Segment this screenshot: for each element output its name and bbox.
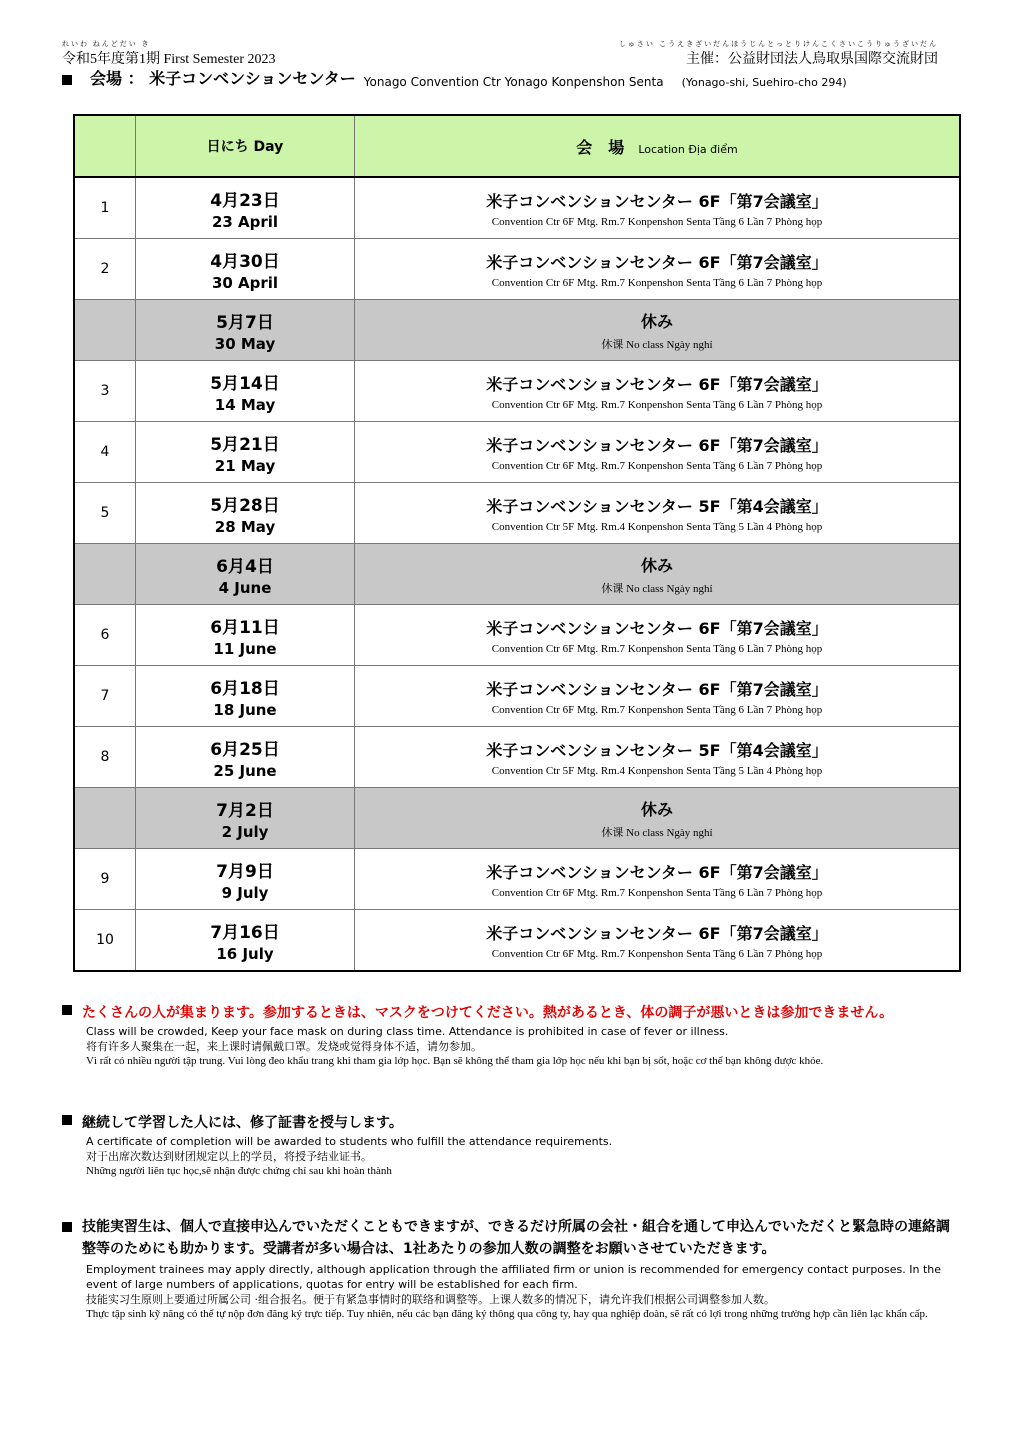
location-jp: 休み [640,799,673,819]
note-mask: たくさんの人が集まります。参加するときは、マスクをつけてください。熱があるとき、体の調子が悪いときは参加できません。 Class will be crowded, Keep your face mask on during class time. Attendance is prohibited in case of fever or illness. 将有许多人聚集在一起，来上课时请佩戴口罩。发烧或觉得身体不适，请勿参加。 Vì rất có nhiều người tập trung. Vui lòng đeo khẩu trang khi tham gia lớp học. Bạn sẽ không thể tham gia lớp học nếu khi bạn bị sốt, hoặc cơ thể bạn không được khỏe. [62,1002,962,1069]
location-cell [355,605,961,666]
location-en: Convention Ctr 6F Mtg. Rm.7 Konpenshon Senta Tầng 6 Lần 7 Phòng họp [491,642,823,655]
date-jp: 7月2日 [216,800,274,821]
location-cell [355,788,961,849]
table-row [74,605,960,666]
location-en: Convention Ctr 6F Mtg. Rm.7 Konpenshon Senta Tầng 6 Lần 7 Phòng họp [491,398,823,411]
note-mask-en: Class will be crowded, Keep your face mask on during class time. Attendance is prohibited in case of fever or illness. [86,1025,729,1038]
date-jp: 6月11日 [210,617,280,638]
date-cell [136,727,355,788]
row-number: 2 [74,239,136,300]
date-en: 4 June [218,578,272,597]
date-en: 9 July [221,883,269,902]
date-cell [136,422,355,483]
table-row [74,727,960,788]
row-number [74,300,136,361]
date-en: 14 May [214,395,276,414]
schedule-rows [74,177,960,971]
row-number: 7 [74,666,136,727]
location-en: 休课 No class Ngày nghỉ [601,582,713,595]
location-jp: 米子コンベンションセンター 6F「第7会議室」 [486,435,828,455]
location-jp: 米子コンベンションセンター 5F「第4会議室」 [486,740,828,760]
location-cell [355,361,961,422]
table-header-row [74,115,960,177]
date-en: 28 May [214,517,276,536]
location-jp: 米子コンベンションセンター 6F「第7会議室」 [486,862,828,882]
date-jp: 7月16日 [210,922,280,943]
bullet-square-icon [62,75,72,85]
note-trainees-en: Employment trainees may apply directly, although application through the affiliated firm or union is recommended for emergency contact purposes. In the event of large numbers of applications, quotas for entry will be established for each firm. [86,1263,942,1291]
row-number: 3 [74,361,136,422]
location-cell [355,910,961,972]
table-row [74,483,960,544]
note-trainees-zh: 技能实习生原则上要通过所属公司 ·组合报名。便于有紧急事情时的联络和调整等。上课人数多的情况下，请允许我们根据公司调整参加人数。 [86,1293,775,1306]
date-jp: 7月9日 [216,861,274,882]
date-jp: 5月14日 [210,373,280,394]
date-cell [136,788,355,849]
location-en: Convention Ctr 5F Mtg. Rm.4 Konpenshon Senta Tầng 5 Lần 4 Phòng họp [491,520,823,533]
location-cell [355,544,961,605]
location-en: Convention Ctr 6F Mtg. Rm.7 Konpenshon Senta Tầng 6 Lần 7 Phòng họp [491,886,823,899]
header-num-cell [74,115,136,177]
note-certificate-vi: Những người liên tục học,sẽ nhận được chứng chỉ sau khi hoàn thành [86,1165,392,1177]
holiday-row [74,788,960,849]
date-cell [136,910,355,972]
location-cell [355,177,961,239]
row-number: 1 [74,177,136,239]
table-row [74,910,960,972]
date-cell [136,849,355,910]
note-certificate-en: A certificate of completion will be awarded to students who fulfill the attendance requirements. [86,1135,613,1148]
location-cell [355,727,961,788]
date-en: 23 April [211,212,279,231]
table-row [74,361,960,422]
venue-line [62,66,847,89]
location-cell [355,849,961,910]
date-jp: 6月18日 [210,678,280,699]
date-jp: 4月30日 [210,251,280,272]
sponsor: しゅさい こうえきざいだんほうじんとっとりけんこくさいこうりゅうざいだん 主催：公益財団法人鳥取県国際交流財団 [618,40,938,67]
semester-title: れいわ ねんどだい き 令和5年度第1期 First Semester 2023 [62,40,276,67]
note-mask-zh: 将有许多人聚集在一起，来上课时请佩戴口罩。发烧或觉得身体不适，请勿参加。 [86,1040,482,1053]
location-jp: 米子コンベンションセンター 6F「第7会議室」 [486,252,828,272]
location-en: Convention Ctr 6F Mtg. Rm.7 Konpenshon Senta Tầng 6 Lần 7 Phòng họp [491,703,823,716]
note-certificate-zh: 对于出席次数达到财团规定以上的学员，将授予结业证书。 [86,1150,372,1163]
row-number: 8 [74,727,136,788]
location-cell [355,422,961,483]
date-en: 30 May [214,334,276,353]
location-jp: 米子コンベンションセンター 6F「第7会議室」 [486,374,828,394]
date-cell [136,177,355,239]
note-mask-vi: Vì rất có nhiều người tập trung. Vui lòng đeo khẩu trang khi tham gia lớp học. Bạn sẽ không thể tham gia lớp học nếu khi bạn bị sốt, hoặc cơ thể bạn không được khỏe. [86,1055,824,1067]
date-jp: 5月7日 [216,312,274,333]
bullet-square-icon [62,1222,72,1232]
date-cell [136,666,355,727]
location-jp: 休み [640,311,673,331]
bullet-square-icon [62,1005,72,1015]
location-jp: 休み [640,555,673,575]
location-en: 休课 No class Ngày nghỉ [601,338,713,351]
location-cell [355,239,961,300]
location-en: Convention Ctr 6F Mtg. Rm.7 Konpenshon Senta Tầng 6 Lần 7 Phòng họp [491,947,823,960]
location-en: Convention Ctr 6F Mtg. Rm.7 Konpenshon Senta Tầng 6 Lần 7 Phòng họp [491,459,823,472]
location-cell [355,666,961,727]
note-trainees-vi: Thực tập sinh kỹ năng có thể tự nộp đơn đăng ký trực tiếp. Tuy nhiên, nếu các bạn đăng ký thông qua công ty, hay qua nghiệp đoàn, sẽ rất có lợi trong những trường hợp cần liên lạc khẩn cấp. [86,1308,928,1320]
location-cell [355,483,961,544]
header-day: 日にち Day [136,115,355,177]
holiday-row [74,544,960,605]
date-cell [136,361,355,422]
note-certificate: 継続して学習した人には、修了証書を授与します。 A certificate of completion will be awarded to students who fulfill the attendance requirements. 对于出席次数达到财团规定以上的学员，将授予结业证书。 Những người liên tục học,sẽ nhận được chứng chỉ sau khi hoàn thành [62,1112,962,1179]
date-jp: 4月23日 [210,190,280,211]
location-jp: 米子コンベンションセンター 6F「第7会議室」 [486,191,828,211]
date-en: 30 April [211,273,279,292]
date-en: 25 June [213,761,277,780]
table-row [74,849,960,910]
location-en: 休课 No class Ngày nghỉ [601,826,713,839]
row-number: 10 [74,910,136,972]
venue-address: (Yonago-shi, Suehiro-cho 294) [681,76,847,89]
location-en: Convention Ctr 6F Mtg. Rm.7 Konpenshon Senta Tầng 6 Lần 7 Phòng họp [491,276,823,289]
location-cell [355,300,961,361]
date-en: 18 June [213,700,277,719]
date-en: 21 May [214,456,276,475]
date-cell [136,544,355,605]
note-trainees: 技能実習生は、個人で直接申込んでいただくこともできますが、できるだけ所属の会社・組合を通して申込んでいただくと緊急時の連絡調整等のためにも助かります。受講者が多い場合は、1社あたりの参加人数の調整をお願いさせていただきます。 Employment trainees may apply directly, although application through the affiliated firm or union is recommended for emergency contact purposes. In the event of large numbers of applications, quotas for entry will be established for each firm. 技能实习生原则上要通过所属公司 ·组合报名。便于有紧急事情时的联络和调整等。上课人数多的情况下，请允许我们根据公司调整参加人数。 Thực tập sinh kỹ năng có thể tự nộp đơn đăng ký trực tiếp. Tuy nhiên, nếu các bạn đăng ký thông qua công ty, hay qua nghiệp đoàn, sẽ rất có lợi trong những trường hợp cần liên lạc khẩn cấp. [62,1216,962,1322]
date-jp: 5月28日 [210,495,280,516]
date-jp: 6月4日 [216,556,274,577]
schedule-table [73,114,961,972]
row-number [74,788,136,849]
date-jp: 5月21日 [210,434,280,455]
location-en: Convention Ctr 6F Mtg. Rm.7 Konpenshon Senta Tầng 6 Lần 7 Phòng họp [491,215,823,228]
date-jp: 6月25日 [210,739,280,760]
date-en: 16 July [216,944,274,963]
table-row [74,666,960,727]
location-jp: 米子コンベンションセンター 6F「第7会議室」 [486,923,828,943]
date-cell [136,483,355,544]
row-number: 9 [74,849,136,910]
bullet-square-icon [62,1115,72,1125]
row-number [74,544,136,605]
date-en: 11 June [213,639,277,658]
location-jp: 米子コンベンションセンター 5F「第4会議室」 [486,496,828,516]
location-en: Convention Ctr 5F Mtg. Rm.4 Konpenshon Senta Tầng 5 Lần 4 Phòng họp [491,764,823,777]
location-jp: 米子コンベンションセンター 6F「第7会議室」 [486,679,828,699]
date-cell [136,605,355,666]
venue-label: 会場 ： 米子コンベンションセンター [90,69,356,88]
venue-english: Yonago Convention Ctr Yonago Konpenshon Senta [363,75,664,89]
location-jp: 米子コンベンションセンター 6F「第7会議室」 [486,618,828,638]
header-location: 会 場 Location Địa điểm [355,115,961,177]
table-row [74,239,960,300]
holiday-row [74,300,960,361]
table-row [74,177,960,239]
date-en: 2 July [221,822,269,841]
table-row [74,422,960,483]
row-number: 4 [74,422,136,483]
row-number: 6 [74,605,136,666]
date-cell [136,239,355,300]
date-cell [136,300,355,361]
row-number: 5 [74,483,136,544]
